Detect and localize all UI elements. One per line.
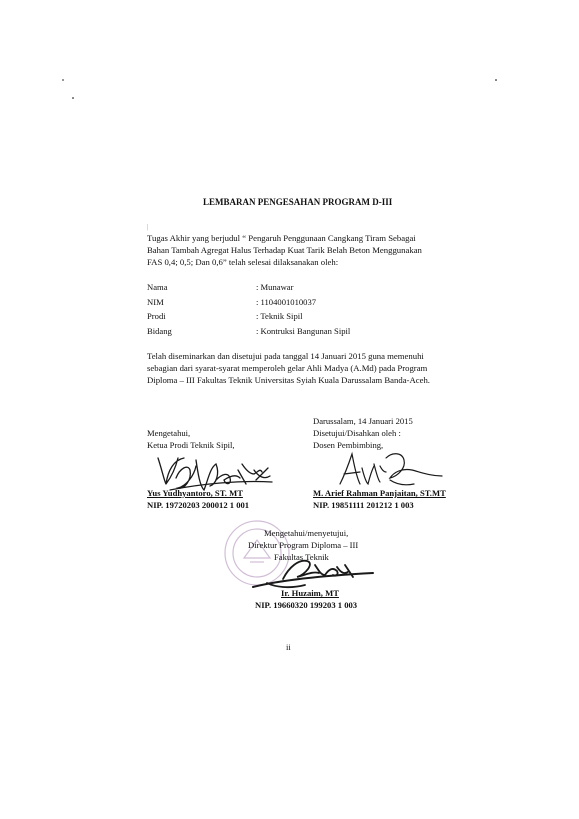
scan-speck [495, 79, 497, 81]
detail-value: : Kontruksi Bangunan Sipil [256, 326, 351, 336]
detail-value: : 1104001010037 [256, 297, 317, 307]
intro-line: Tugas Akhir yang berjudul “ Pengaruh Penggunaan Cangkang Tiram Sebagai [147, 233, 416, 243]
page-number: ii [286, 642, 291, 652]
intro-line: FAS 0,4; 0,5; Dan 0,6” telah selesai dilaksanakan oleh: [147, 257, 339, 267]
seminar-line: sebagian dari syarat-syarat memperoleh gelar Ahli Madya (A.Md) pada Program [147, 363, 428, 373]
supervisor-nip: NIP. 19851111 201212 1 003 [313, 500, 414, 510]
scan-speck [62, 79, 64, 81]
director-role: Direktur Program Diploma – III [248, 540, 359, 550]
supervisor-name: M. Arief Rahman Panjaitan, ST.MT [313, 488, 446, 498]
seminar-line: Diploma – III Fakultas Teknik Universitas Syiah Kuala Darussalam Banda-Aceh. [147, 375, 430, 385]
detail-label: Prodi [147, 311, 166, 321]
detail-label: NIM [147, 297, 164, 307]
place-date: Darussalam, 14 Januari 2015 [313, 416, 413, 426]
detail-label: Nama [147, 282, 168, 292]
cursor-mark: | [147, 223, 149, 231]
head-role: Ketua Prodi Teknik Sipil, [147, 440, 235, 450]
detail-label: Bidang [147, 326, 172, 336]
faculty-name: Fakultas Teknik [274, 552, 329, 562]
director-nip: NIP. 19660320 199203 1 003 [255, 600, 358, 610]
acknowledge-line: Mengetahui, [147, 428, 191, 438]
scan-speck [72, 97, 74, 99]
detail-value: : Munawar [256, 282, 294, 292]
director-name: Ir. Huzaim, MT [281, 588, 339, 598]
intro-line: Bahan Tambah Agregat Halus Terhadap Kuat Tarik Belah Beton Menggunakan [147, 245, 422, 255]
director-acknowledge: Mengetahui/menyetujui, [264, 528, 349, 538]
head-name: Yus Yudhyantoro, ST. MT [147, 488, 243, 498]
page-title: LEMBARAN PENGESAHAN PROGRAM D-III [203, 197, 393, 207]
head-nip: NIP. 19720203 200012 1 001 [147, 500, 250, 510]
approval-line: Disetujui/Disahkan oleh : [313, 428, 401, 438]
detail-value: : Teknik Sipil [256, 311, 303, 321]
seminar-line: Telah diseminarkan dan disetujui pada tanggal 14 Januari 2015 guna memenuhi [147, 351, 424, 361]
supervisor-role: Dosen Pembimbing, [313, 440, 384, 450]
